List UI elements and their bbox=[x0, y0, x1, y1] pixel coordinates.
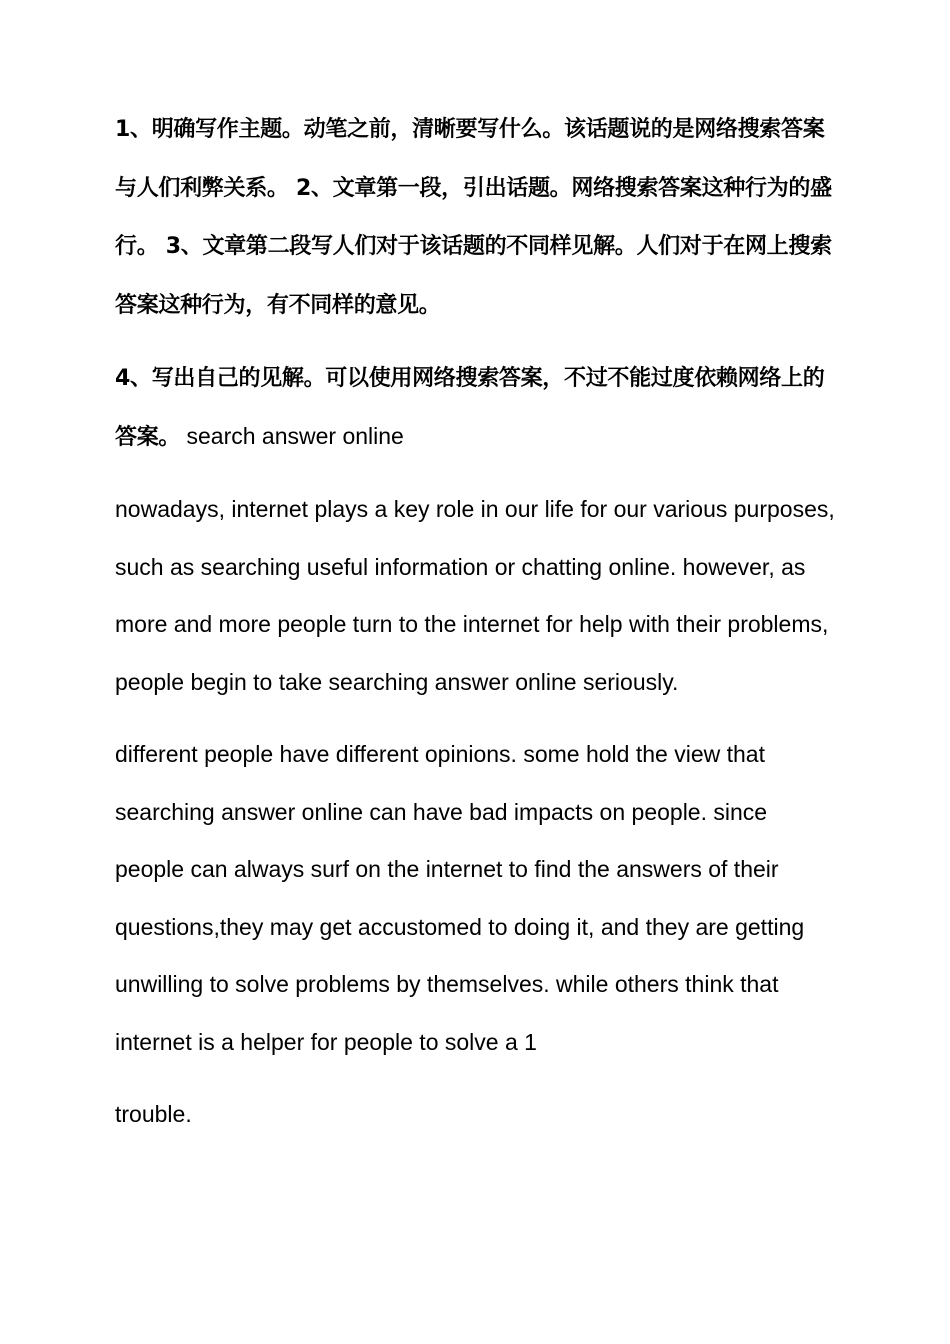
paragraph-text-cn: 4、写出自己的见解。可以使用网络搜索答案，不过不能过度依赖网络上的答案。 bbox=[115, 366, 825, 450]
paragraph-text-en: nowadays, internet plays a key role in our life for our various purposes, such as searching useful information or chatting online. however, as more and more people turn to the internet for help with their problems, people begin to take searching answer online seriously. bbox=[115, 496, 835, 695]
paragraph-text-en: different people have different opinions. some hold the view that searching answer online can have bad impacts on people. since people can always surf on the internet to find the answers of their questions,they may get accustomed to doing it, and they are getting unwilling to solve problems by themselves. while others think that internet is a helper for people to solve a 1 bbox=[115, 741, 805, 1055]
paragraph-writing-tip-4 bbox=[115, 349, 835, 466]
paragraph-continuation bbox=[115, 1086, 835, 1144]
paragraph-introduction bbox=[115, 481, 835, 711]
paragraph-writing-tips-1-3 bbox=[115, 100, 835, 334]
document-page bbox=[115, 100, 835, 1144]
paragraph-text-en: trouble. bbox=[115, 1101, 192, 1127]
paragraph-opinions bbox=[115, 726, 835, 1071]
essay-title: search answer online bbox=[180, 422, 404, 449]
paragraph-text-cn: 1、明确写作主题。动笔之前，清晰要写什么。该话题说的是网络搜索答案与人们利弊关系。 2、文章第一段，引出话题。网络搜索答案这种行为的盛行。 3、文章第二段写人们对于该话题的不同样见解。人们对于在网上搜索答案这种行为，有不同样的意见。 bbox=[115, 117, 832, 318]
